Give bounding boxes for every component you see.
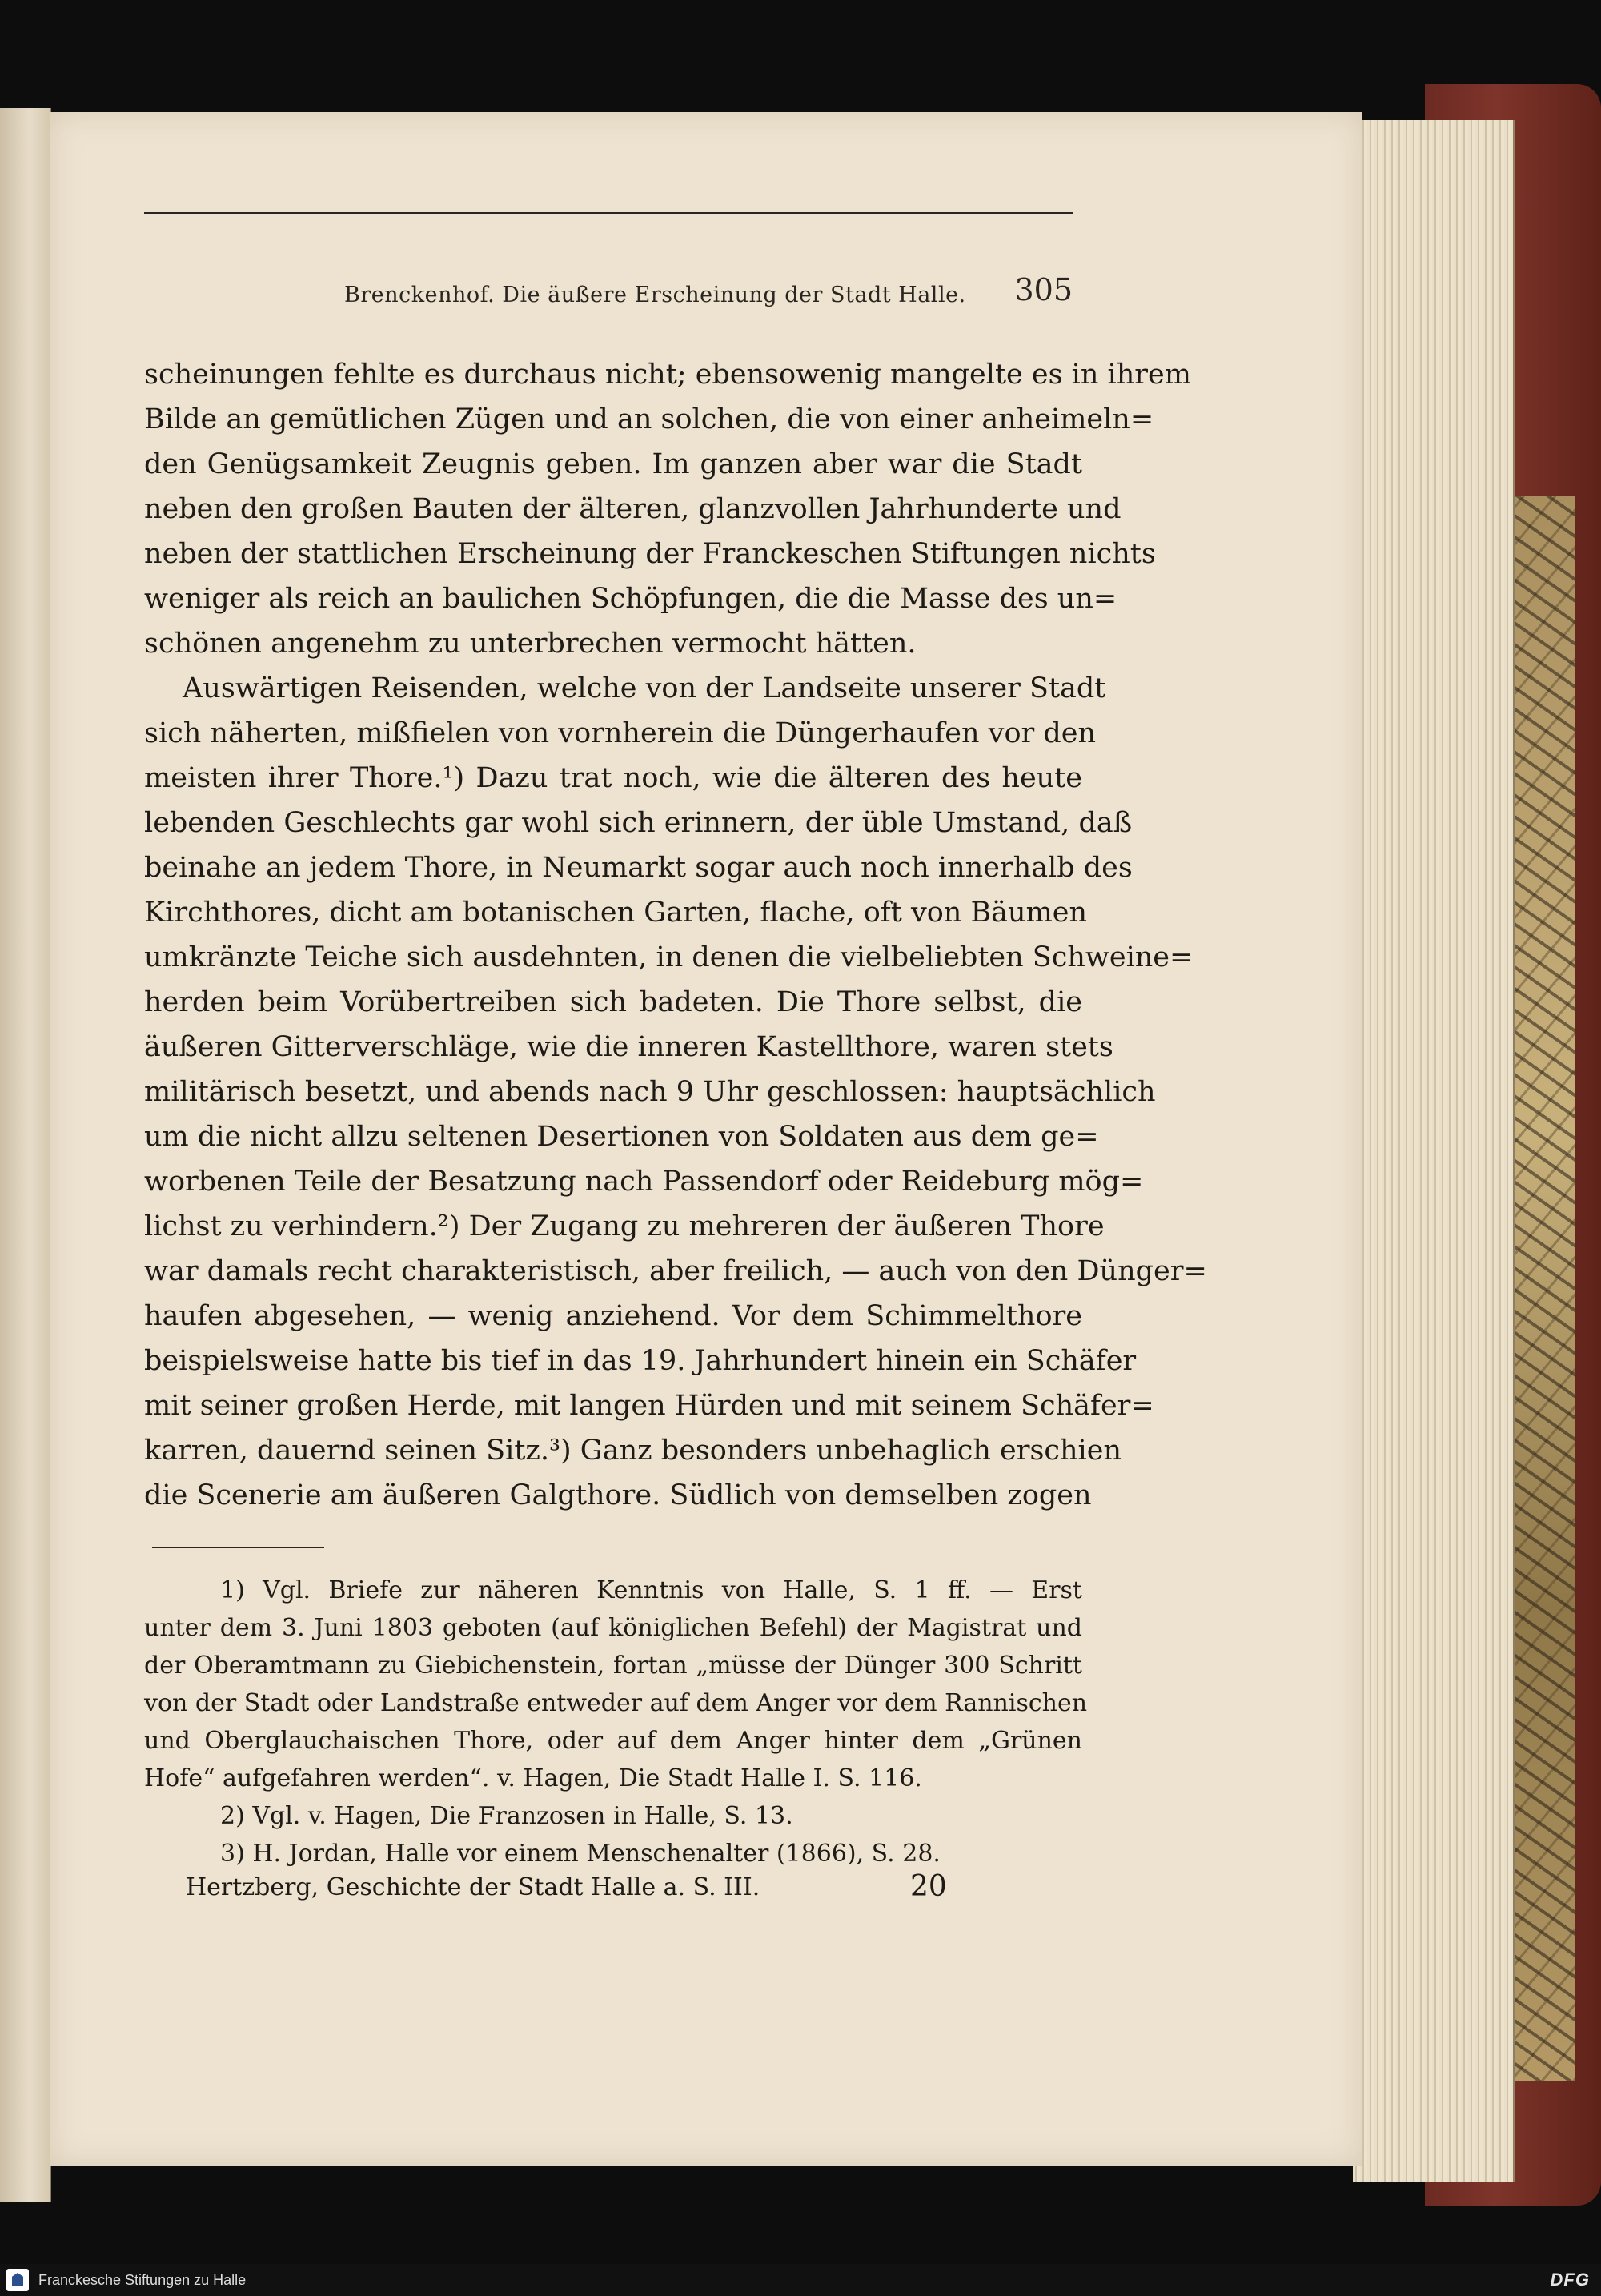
text-line: äußeren Gitterverschläge, wie die inneren Kastellthore, waren stets [144, 1031, 1113, 1063]
footnote-separator [152, 1547, 324, 1548]
left-page-edge [0, 108, 51, 2202]
text-line: umkränzte Teiche sich ausdehnten, in denen die vielbeliebten Schweine= [144, 941, 1194, 973]
footnotes [144, 1571, 1088, 1873]
running-title: Brenckenhof. Die äußere Erscheinung der Stadt Halle. [344, 283, 966, 307]
page-stack-edge [1353, 120, 1515, 2182]
footnote-line: der Oberamtmann zu Giebichenstein, fortan „müsse der Dünger 300 Schritt [144, 1652, 1082, 1680]
text-line: beispielsweise hatte bis tief in das 19. Jahrhundert hinein ein Schäfer [144, 1345, 1137, 1377]
text-line: Auswärtigen Reisenden, welche von der Landseite unserer Stadt [183, 672, 1106, 704]
text-line: neben den großen Bauten der älteren, glanzvollen Jahrhunderte und [144, 493, 1122, 525]
text-line: lichst zu verhindern.²) Der Zugang zu mehreren der äußeren Thore [144, 1210, 1105, 1242]
text-line: herden beim Vorübertreiben sich badeten. Die Thore selbst, die [144, 986, 1082, 1018]
footnote-line: 2) Vgl. v. Hagen, Die Franzosen in Halle, S. 13. [220, 1802, 793, 1830]
text-line: den Genügsamkeit Zeugnis geben. Im ganzen aber war die Stadt [144, 448, 1082, 480]
text-line: meisten ihrer Thore.¹) Dazu trat noch, wie die älteren des heute [144, 762, 1082, 794]
text-line: scheinungen fehlte es durchaus nicht; ebensowenig mangelte es in ihrem [144, 359, 1191, 391]
signature-text: Hertzberg, Geschichte der Stadt Halle a. S. III. [186, 1873, 760, 1901]
footnote-line: Hofe“ aufgefahren werden“. v. Hagen, Die Stadt Halle I. S. 116. [144, 1764, 922, 1792]
text-line: karren, dauernd seinen Sitz.³) Ganz besonders unbehaglich erschien [144, 1435, 1122, 1467]
text-line: Bilde an gemütlichen Zügen und an solchen, die von einer anheimeln= [144, 403, 1154, 436]
text-line: schönen angenehm zu unterbrechen vermocht hätten. [144, 628, 917, 660]
institution-logo-icon [6, 2269, 29, 2291]
text-line: um die nicht allzu seltenen Desertionen von Soldaten aus dem ge= [144, 1121, 1099, 1153]
text-line: lebenden Geschlechts gar wohl sich erinnern, der üble Umstand, daß [144, 807, 1133, 839]
footnote-line: 1) Vgl. Briefe zur näheren Kenntnis von Halle, S. 1 ff. — Erst [220, 1576, 1082, 1604]
footnote-line: von der Stadt oder Landstraße entweder auf dem Anger vor dem Rannischen [144, 1689, 1088, 1717]
page-header [144, 164, 1073, 307]
text-line: Kirchthores, dicht am botanischen Garten, flache, oft von Bäumen [144, 897, 1088, 929]
footnote-line: unter dem 3. Juni 1803 geboten (auf königlichen Befehl) der Magistrat und [144, 1614, 1082, 1642]
body-text [144, 352, 1207, 1518]
text-line: war damals recht charakteristisch, aber freilich, — auch von den Dünger= [144, 1255, 1207, 1287]
text-line: beinahe an jedem Thore, in Neumarkt sogar auch noch innerhalb des [144, 852, 1133, 884]
footnote-line: und Oberglauchaischen Thore, oder auf dem Anger hinter dem „Grünen [144, 1727, 1082, 1755]
signature-line [186, 1870, 1082, 1913]
text-line: worbenen Teile der Besatzung nach Passendorf oder Reideburg mög= [144, 1166, 1144, 1198]
footnote-line: 3) H. Jordan, Halle vor einem Menschenalter (1866), S. 28. [220, 1840, 941, 1868]
page-number: 305 [1014, 272, 1073, 307]
viewer-footer [0, 2264, 1601, 2296]
institution-name: Franckesche Stiftungen zu Halle [38, 2272, 247, 2288]
text-line: neben der stattlichen Erscheinung der Franckeschen Stiftungen nichts [144, 538, 1156, 570]
text-line: haufen abgesehen, — wenig anziehend. Vor dem Schimmelthore [144, 1300, 1082, 1332]
sheet-number: 20 [910, 1870, 947, 1903]
text-line: sich näherten, mißfielen von vornherein die Düngerhaufen vor den [144, 717, 1097, 749]
text-line: weniger als reich an baulichen Schöpfungen, die die Masse des un= [144, 583, 1117, 615]
marbled-endpaper [1505, 496, 1575, 2081]
text-line: die Scenerie am äußeren Galgthore. Südlich von demselben zogen [144, 1479, 1092, 1511]
text-line: militärisch besetzt, und abends nach 9 Uhr geschlossen: hauptsächlich [144, 1076, 1156, 1108]
dfg-logo: DFG [1550, 2270, 1590, 2290]
text-line: mit seiner großen Herde, mit langen Hürden und mit seinem Schäfer= [144, 1390, 1154, 1422]
